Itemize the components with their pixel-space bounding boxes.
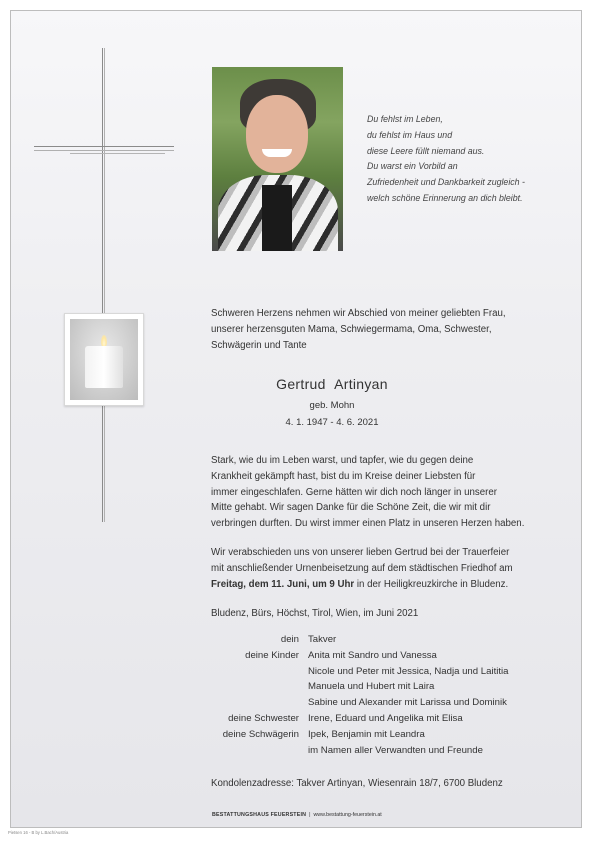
poem-line: du fehlst im Haus und (367, 129, 453, 140)
company-name: BESTATTUNGSHAUS FEUERSTEIN (212, 812, 307, 818)
survivor-row: dein Takver (280, 634, 337, 645)
footer (212, 812, 382, 818)
candle-image (64, 313, 144, 406)
survivors-list (200, 632, 509, 758)
candle-icon (85, 346, 123, 388)
first-name: Gertrud (276, 376, 326, 392)
survivor-row: deine Kinder Anita mit Sandro und Vanessa (245, 649, 437, 661)
footer-separator: | (309, 812, 311, 818)
memorial-poem (367, 112, 525, 207)
cross-horizontal-bar (34, 146, 174, 151)
survivor-row: Nicole und Peter mit Jessica, Nadja und Laititia (308, 665, 509, 677)
survivor-row: deine Schwägerin Ipek, Benjamin mit Leandra (222, 728, 425, 740)
company-website: www.bestattung-feuerstein.at (313, 812, 382, 818)
funeral-date: Freitag, dem 11. Juni, um 9 Uhr (211, 578, 355, 590)
poem-line: diese Leere füllt niemand aus. (367, 145, 485, 156)
poem-line: Du fehlst im Leben, (367, 114, 443, 124)
poem-line: Du warst ein Vorbild an (367, 161, 458, 172)
birth-name: geb. Mohn (309, 400, 355, 411)
place-date: Bludenz, Bürs, Höchst, Tirol, Wien, im Juni 2021 (211, 608, 419, 619)
poem-line: Zufriedenheit und Dankbarkeit zugleich - (367, 177, 525, 188)
cross-horizontal-accent (70, 153, 165, 154)
poem-line: welch schöne Erinnerung an dich bleibt. (367, 192, 523, 203)
condolence-address: Kondolenzadresse: Takver Artinyan, Wiesenrain 18/7, 6700 Bludenz (211, 778, 503, 789)
funeral-info: Wir verabschieden uns von unserer lieben Gertrud bei der Trauerfeier mit anschließender Urnenbeisetzung auf dem städtischen Friedhof am Freitag, dem 11. Juni, um 9 Uhr in der Heiligkreuzkirche in Bludenz. (211, 547, 513, 590)
intro-text: Schweren Herzens nehmen wir Abschied von meiner geliebten Frau, unserer herzensguten Mama, Schwiegermama, Oma, Schwester, Schwägerin und Tante (211, 308, 506, 351)
cross-vertical-bar (102, 48, 105, 522)
survivor-row: im Namen aller Verwandten und Freunde (308, 744, 483, 756)
deceased-name (212, 376, 452, 392)
portrait-photo (212, 67, 343, 251)
life-dates: 4. 1. 1947 - 4. 6. 2021 (285, 417, 379, 428)
imprint: Pietsen 16 - B by L.Bach/Austria (8, 830, 69, 835)
survivor-row: Sabine und Alexander mit Larissa und Dominik (308, 697, 507, 709)
tribute-text: Stark, wie du im Leben warst, und tapfer, wie du gegen deine Krankheit gekämpft hast, bist du im Kreise deiner Liebsten für immer eingeschlafen. Gerne hätten wir dich noch länger in unserer Mitte gehabt. Wir sagen Danke für die Schöne Zeit, die wir mit dir verbringen durften. Du wirst immer einen Platz in unseren Herzen haben. (211, 455, 525, 530)
survivor-row: Manuela und Hubert mit Laira (308, 681, 435, 693)
last-name: Artinyan (334, 376, 388, 392)
survivor-row: deine Schwester Irene, Eduard und Angelika mit Elisa (228, 712, 463, 724)
